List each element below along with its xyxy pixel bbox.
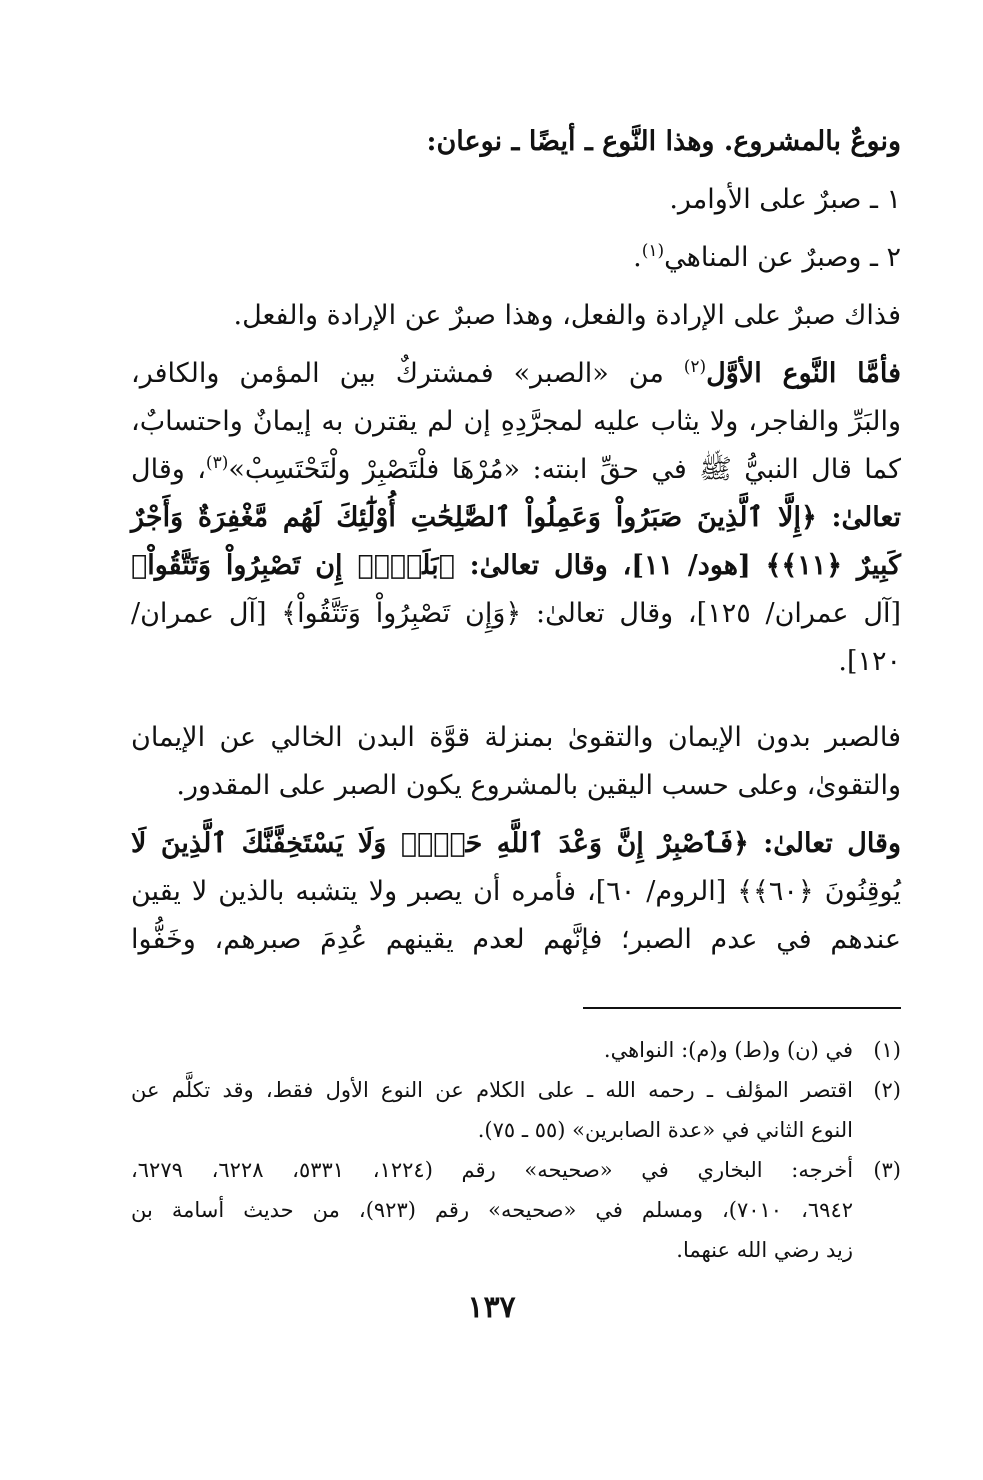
line-text: فأمَّا النَّوع الأوَّل — [706, 358, 901, 389]
text-line: والبَرِّ والفاجر، ولا يثاب عليه لمجرَّدِهِ إن لم يقترن به إيمانٌ واحتسابٌ، — [131, 406, 901, 437]
footnote-item — [131, 1030, 901, 1070]
text-line: ١ ـ صبرٌ على الأوامر. — [669, 184, 901, 215]
footnote-item — [131, 1150, 901, 1270]
footnote-number: (٢) — [873, 1078, 901, 1102]
footnote-number: (٣) — [873, 1158, 901, 1182]
page-number: ١٣٧ — [467, 1290, 516, 1325]
text-line — [131, 234, 901, 282]
footnote-divider — [583, 1007, 901, 1009]
footnote-number: (١) — [873, 1038, 901, 1062]
text-line: [آل عمران/ ١٢٥]، وقال تعالىٰ: ﴿وَإِن تَصْبِرُواْ وَتَتَّقُواْ﴾ [آل عمران/ ١٢٠]. — [131, 598, 901, 677]
text-line: والتقوىٰ، وعلى حسب اليقين بالمشروع يكون الصبر على المقدور. — [176, 770, 901, 801]
footnote-line: زيد رضي الله عنهما. — [676, 1238, 853, 1262]
text-line — [131, 446, 901, 494]
line-text: كما قال النبيُّ ﷺ في حقِّ ابنته: «مُرْهَا فلْتَصْبِرْ ولْتَحْتَسِبْ» — [228, 454, 901, 485]
quran-line: تعالىٰ: ﴿إِلَّا ٱلَّذِينَ صَبَرُواْ وَعَمِلُواْ ٱلصَّٰلِحَٰتِ أُوْلَٰٓئِكَ لَهُم مَّغْفِرَةٌ وَأَجْرٌ — [131, 502, 901, 533]
footnote-ref[interactable]: (٣) — [205, 453, 229, 473]
text-line — [131, 350, 901, 398]
quran-line: وقال تعالىٰ: ﴿فَٱصْبِرْ إِنَّ وَعْدَ ٱللَّهِ حَقٌّۖ وَلَا يَسْتَخِفَّنَّكَ ٱلَّذِينَ لَا — [131, 828, 901, 859]
footnote-line: ٦٩٤٢، ٧٠١٠)، ومسلم في «صحيحه» رقم (٩٢٣)، من حديث أسامة بن — [131, 1198, 854, 1222]
text-line: فالصبر بدون الإيمان والتقوىٰ بمنزلة قوَّة البدن الخالي عن الإيمان — [131, 722, 901, 753]
footnote-line: أخرجه: البخاري في «صحيحه» رقم (١٢٢٤، ٥٣٣١، ٦٢٢٨، ٦٢٧٩، — [131, 1158, 854, 1182]
footnote-line: النوع الثاني في «عدة الصابرين» (٥٥ ـ ٧٥). — [477, 1118, 853, 1142]
line-text: ، وقال — [131, 454, 206, 485]
text-line: يُوقِنُونَ ﴿٦٠﴾﴾ [الروم/ ٦٠]، فأمره أن يصبر ولا يتشبه بالذين لا يقين — [131, 876, 901, 907]
text-line: عندهم في عدم الصبر؛ فإنَّهم لعدم يقينهم عُدِمَ صبرهم، وخَفُّوا — [131, 924, 901, 955]
quran-line: كَبِيرٌ ﴿١١﴾﴾ [هود/ ١١]، وقال تعالىٰ: ﴿بَلَىٰٓۚ إِن تَصْبِرُواْ وَتَتَّقُواْ﴾ — [131, 550, 901, 581]
line-text: . — [633, 242, 642, 273]
text-line — [131, 118, 901, 166]
footnote-line: اقتصر المؤلف ـ رحمه الله ـ على الكلام عن النوع الأول فقط، وقد تكلَّم عن — [131, 1078, 853, 1102]
footnote-item — [131, 1070, 901, 1150]
line-text: من «الصبر» فمشتركٌ بين المؤمن والكافر، — [131, 358, 664, 389]
footnote-ref[interactable]: (١) — [641, 241, 665, 261]
line-text: ونوعٌ بالمشروع. وهذا النَّوع ـ أيضًا ـ نوعان: — [426, 126, 901, 157]
line-text: ٢ ـ وصبرٌ عن المناهي — [664, 242, 901, 273]
main-text — [131, 118, 901, 964]
footnotes — [131, 1030, 901, 1270]
footnote-line: في (ن) و(ط) و(م): النواهي. — [603, 1038, 853, 1062]
footnote-ref[interactable]: (٢) — [683, 357, 707, 377]
text-line: فذاك صبرٌ على الإرادة والفعل، وهذا صبرٌ عن الإرادة والفعل. — [233, 300, 901, 331]
